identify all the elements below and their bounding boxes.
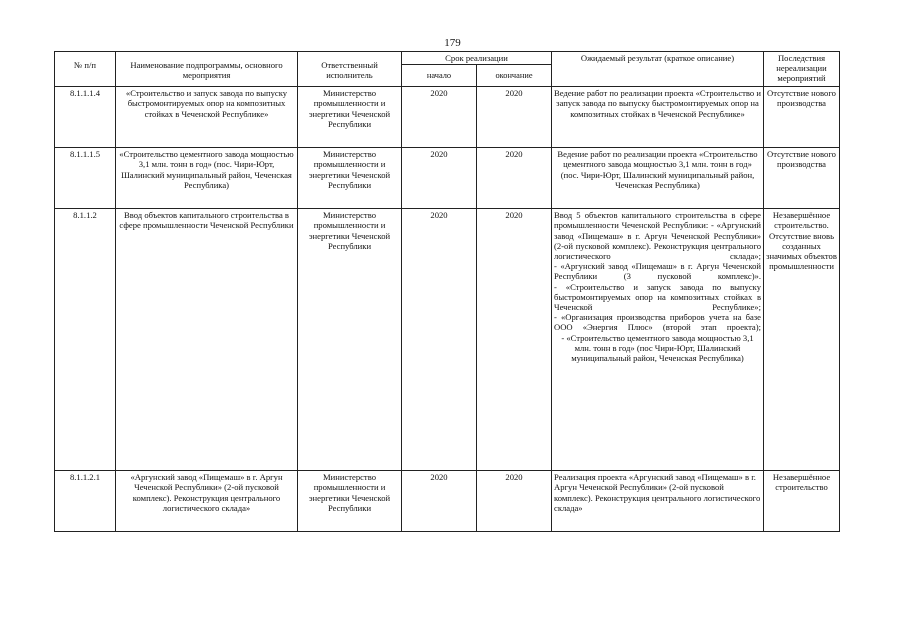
row-end: 2020 (477, 471, 552, 532)
row-num: 8.1.1.1.5 (55, 148, 116, 209)
row-name: Ввод объектов капитального строительства в сфере промышленности Чеченской Республики (116, 209, 298, 471)
row-consequences: Отсутствие нового производства (764, 87, 840, 148)
row-responsible: Министерство промышленности и энергетики Чеченской Республики (298, 87, 402, 148)
header-start: начало (402, 65, 477, 87)
row-consequences: Незавершённое строительство. Отсутствие вновь созданных значимых объектов промышленности (764, 209, 840, 471)
row-end: 2020 (477, 87, 552, 148)
result-item: - «Аргунский завод «Пищемаш» в г. Аргун Чеченской Республики (3 пусковой комплекс)». (554, 261, 761, 282)
result-item: - «Строительство и запуск завода по выпуску быстромонтируемых опор на композитных стойках в Чеченской Республике»; (554, 281, 761, 313)
row-start: 2020 (402, 87, 477, 148)
row-start: 2020 (402, 471, 477, 532)
header-consequences: Последствия нереализации мероприятий (764, 52, 840, 87)
program-table (54, 51, 840, 532)
row-result: Ведение работ по реализации проекта «Строительство и запуск завода по выпуску быстромонтируемых опор на композитных стойках в Чеченской Республике» (552, 87, 764, 148)
row-consequences: Отсутствие нового производства (764, 148, 840, 209)
row-name: «Строительство цементного завода мощностью 3,1 млн. тонн в год» (пос. Чири-Юрт, Шалинский муниципальный район, Чеченская Республика) (116, 148, 298, 209)
row-result: Ведение работ по реализации проекта «Строительство цементного завода мощностью 3,1 млн. тонн в год» (пос. Чири-Юрт, Шалинский муниципальный район, Чеченская Республика) (552, 148, 764, 209)
header-num: № п/п (55, 52, 116, 87)
header-name: Наименование подпрограммы, основного мероприятия (116, 52, 298, 87)
row-responsible: Министерство промышленности и энергетики Чеченской Республики (298, 471, 402, 532)
row-result (552, 209, 764, 471)
result-item: Ввод 5 объектов капитального строительства в сфере промышленности Чеченской Республики: - «Аргунский завод «Пищемаш» в г. Аргун Чеченской Республики» (2-ой пусковой комплекс). Реконструкция центрального логистического склада»; (554, 210, 761, 262)
row-start: 2020 (402, 209, 477, 471)
row-name: «Строительство и запуск завода по выпуску быстромонтируемых опор на композитных стойках в Чеченской Республике» (116, 87, 298, 148)
page-number: 179 (444, 37, 461, 49)
result-item: - «Организация производства приборов учета на базе ООО «Энергия Плюс» (второй этап проекта); (554, 312, 761, 333)
row-end: 2020 (477, 209, 552, 471)
table-row (55, 148, 840, 209)
table-row (55, 87, 840, 148)
header-result: Ожидаемый результат (краткое описание) (552, 52, 764, 87)
header-end: окончание (477, 65, 552, 87)
header-period: Срок реализации (402, 52, 552, 65)
row-start: 2020 (402, 148, 477, 209)
result-item: - «Строительство цементного завода мощностью 3,1 млн. тонн в год» (пос Чири-Юрт, Шалинский муниципальный район, Чеченская Республика) (561, 332, 754, 364)
row-responsible: Министерство промышленности и энергетики Чеченской Республики (298, 148, 402, 209)
row-result: Реализация проекта «Аргунский завод «Пищемаш» в г. Аргун Чеченской Республики» (2-ой пусковой комплекс). Реконструкция центрального логистического склада» (552, 471, 764, 532)
row-num: 8.1.1.1.4 (55, 87, 116, 148)
row-num: 8.1.1.2.1 (55, 471, 116, 532)
row-consequences: Незавершённое строительство (764, 471, 840, 532)
table-row (55, 209, 840, 471)
header-responsible: Ответственный исполнитель (298, 52, 402, 87)
row-responsible: Министерство промышленности и энергетики Чеченской Республики (298, 209, 402, 471)
row-name: «Аргунский завод «Пищемаш» в г. Аргун Чеченской Республики» (2-ой пусковой комплекс). Реконструкция центрального логистического склада» (116, 471, 298, 532)
row-end: 2020 (477, 148, 552, 209)
row-num: 8.1.1.2 (55, 209, 116, 471)
table-row (55, 471, 840, 532)
